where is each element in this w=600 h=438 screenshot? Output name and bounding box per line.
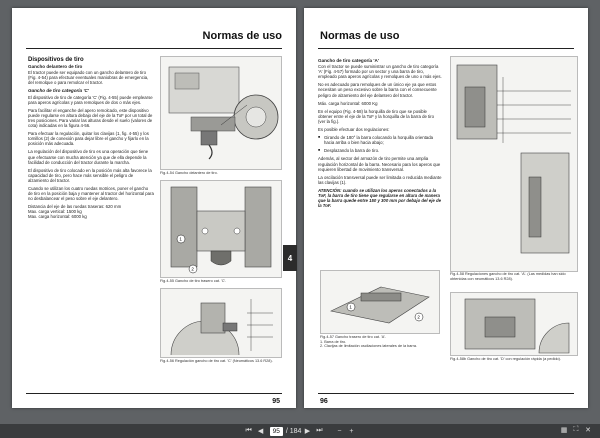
paragraph: Cuando se utilizan los cuatro ruedas motrices, poner el gancho de tiro en la posición baja y mantener al tractor del horizontal para no desbalancear el peso sobre el eje delantero. xyxy=(28,185,154,202)
cat-c-text: El dispositivo de tiro de categoría 'C' (Fig. 4-55) puede emplearse para aperos agrícolas y para remolques de dos o más ejes. xyxy=(28,94,153,105)
footer-rule xyxy=(26,393,282,394)
figure-caption: Fig.4-57 Gancho trasero de tiro cat. 'A'. 1. Barra de tiro. 2. Clavijas de limitación oscilaciones laterales de la barra. xyxy=(320,335,418,349)
svg-text:1: 1 xyxy=(349,304,352,310)
zoom-out-icon[interactable]: − xyxy=(337,427,342,435)
figure-quick-hitch-d xyxy=(450,292,578,356)
figure-caption: Fig.4-55 Gancho de tiro trasero cat. 'C'. xyxy=(160,279,227,283)
front-hitch-text: El tractor puede ser equipado con un gancho delantero de tiro (Fig. 4-54) para efectuar eventuales maniobras de emergencia, del remolque o para remolcar el tractor. xyxy=(28,70,149,86)
section-side-tab: 4 xyxy=(283,245,297,271)
bullet-item: ■ Desplazando la barra de tiro. xyxy=(318,148,442,153)
right-page xyxy=(304,8,588,408)
total-pages-label: / 184 xyxy=(285,427,302,435)
figure-caption: Fig.4-54 Gancho delantero de tiro. xyxy=(160,171,218,175)
right-text-column xyxy=(318,58,442,211)
paragraph: La regulación del dispositivo de tiro es una operación que tiene que efectuarse con mucha atención ya que de ella depende la facilidad de conducción del tractor durante la marcha. xyxy=(28,149,149,165)
left-text-column xyxy=(28,58,154,223)
last-page-button[interactable]: ⏭ xyxy=(316,427,323,434)
header-rule xyxy=(26,48,282,49)
next-page-button[interactable]: ▶ xyxy=(304,428,311,435)
page-header-title: Normas de uso xyxy=(202,30,282,42)
footer-rule xyxy=(318,393,574,394)
regulation-c-illustration xyxy=(161,289,281,357)
bullet-item: ■ Girando de 180° la barra colocando la horquilla orientada hacia arriba o bien hacia abajo; xyxy=(318,135,442,145)
paragraph: En el equipo (Fig. 4-58) la horquilla de tiro que se posible obtener entre el eje de la ToF y la horquilla de la barra de tiro (ver la fig.). xyxy=(318,108,435,124)
cat-a-title: Gancho de tiro categoría 'A' xyxy=(318,58,379,63)
page-header-title: Normas de uso xyxy=(320,30,400,42)
figure-caption: Fig.4-56 Regulación gancho de tiro cat. 'C' (Neumáticos 13.6 R28). xyxy=(160,359,273,363)
previous-page-button[interactable]: ◀ xyxy=(257,428,264,435)
figure-regulation-a xyxy=(450,56,578,272)
figure-caption: Fig.4-58 Regulaciones gancho de tiro cat. 'A'. (Las medidas han sido obtenidas con neumáticos 13.6 R28). xyxy=(450,272,566,281)
viewer-toolbar xyxy=(0,424,600,438)
paragraph: El dispositivo de tiro colocado en la posición más alta favorece la capacidad de tiro, pero hace más sensible el peligro de alzamiento del tractor. xyxy=(28,167,152,183)
paragraph: Además, al sector del armazón de tiro permite una amplia regulación horizontal de la barra. Necesario para los aperos que requieren libertad de movimiento transversal. xyxy=(318,156,441,172)
hitch-c-illustration xyxy=(161,181,281,277)
hitch-d-illustration xyxy=(451,293,577,355)
header-rule xyxy=(318,48,574,49)
close-icon[interactable]: ✕ xyxy=(585,427,591,434)
figure-rear-hitch-a xyxy=(320,270,440,334)
page-number: 96 xyxy=(320,398,328,405)
paragraph: Es posible efectuar dos regulaciones: xyxy=(318,127,390,133)
attention-note: ATENCIÓN: cuando se utilizan los aperos conectados a la ToF, la barra de tiro tiene que regularse en altura de manera que la barra quede entre 150 y 300 mm por debajo del eje de la ToF. xyxy=(318,187,441,209)
page-number-input[interactable]: 95 xyxy=(270,427,283,436)
paragraph: Máx. carga horizontal: 6000 Kg xyxy=(318,100,378,106)
svg-text:2: 2 xyxy=(417,314,420,320)
figure-caption: Fig.4-58b Gancho de tiro cat. 'D' con regulación rápida (a pedido). xyxy=(450,357,561,361)
regulation-a-illustration xyxy=(451,57,577,271)
paragraph: Para facilitar el enganche del apero remolcado, este dispositivo puede regularse en altura debajo del eje de la ToF por un total de tres posiciones. Para variar las alturas desde el suelo (valores de cota) indicadas en la figura 4-56. xyxy=(28,107,153,129)
tractor-front-illustration xyxy=(161,57,281,169)
front-hitch-title: Gancho delantero de tiro xyxy=(28,64,83,70)
fullscreen-icon[interactable]: ⛶ xyxy=(573,426,579,433)
svg-text:2: 2 xyxy=(191,266,194,272)
figure-rear-hitch-c xyxy=(160,180,282,278)
paragraph: Para efectuar la regulación, quitar los clavijas (1, fig. 4-55) y los tornillos (2) de conexión para dejar libre el gancho y fijarlo en la posición más adecuada. xyxy=(28,131,149,147)
figure-front-hitch xyxy=(160,56,282,170)
paragraph: La oscilación transversal puede ser limitada o reducida mediante las clavijas (1). xyxy=(318,174,442,185)
specs-paragraph: Distancia del eje de las ruedas traseras: 620 mm Max. carga vertical: 1500 kg Max. carga horizontal: 6000 kg xyxy=(28,204,122,220)
paragraph: No es adecuado para remolques de un único eje ya que estos necesitan un peso excesivo sobre la barra con el consecuente peligro de alzamiento del eje delantero del tractor. xyxy=(318,82,437,98)
figure-regulation-c xyxy=(160,288,282,358)
first-page-button[interactable]: ⏮ xyxy=(245,427,252,434)
left-page xyxy=(12,8,296,408)
svg-text:1: 1 xyxy=(179,236,182,242)
page-number: 95 xyxy=(272,398,280,405)
hitch-a-illustration xyxy=(321,271,439,333)
cat-c-title: Gancho de tiro categoría 'C' xyxy=(28,88,89,94)
zoom-in-icon[interactable]: + xyxy=(349,427,354,435)
section-title: Dispositivos de tiro xyxy=(28,57,84,63)
cat-a-text: Con el tractor se puede suministrar un gancho de tiro categoría 'A' (Fig. 4-57) formado por un sector y una barra de tiro, empleado para aperos agrícolas y remolques de uno o más ejes. xyxy=(318,64,442,80)
grid-view-icon[interactable]: ▦ xyxy=(560,427,568,434)
